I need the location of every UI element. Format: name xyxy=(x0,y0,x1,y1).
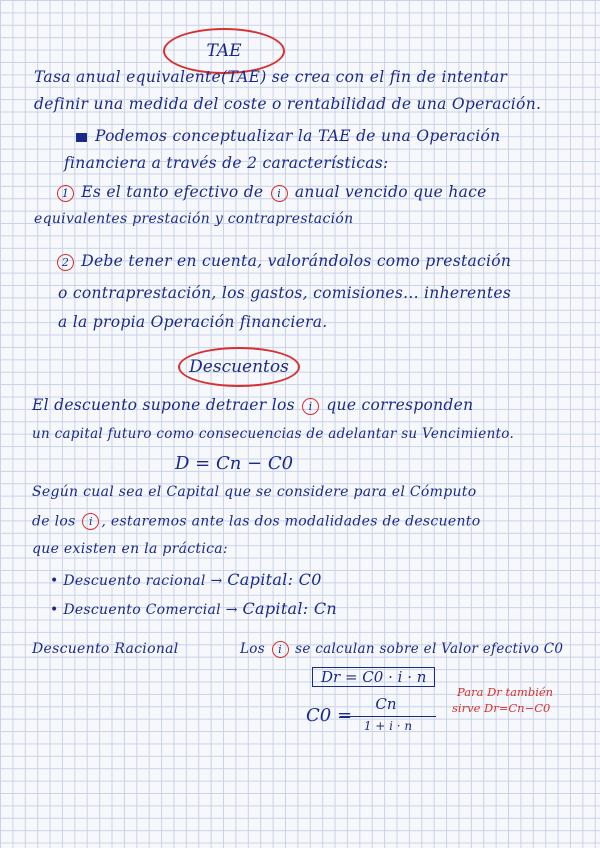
red-note-line-2: sirve Dr=Cn−C0 xyxy=(452,701,551,715)
number-2-marker: 2 xyxy=(57,254,74,271)
fraction-lhs: C0 = xyxy=(306,705,353,726)
item-2-line-1 xyxy=(55,252,511,271)
formula-descuento: D = Cn − C0 xyxy=(175,453,294,474)
modalidad-comercial-capital: Capital: Cn xyxy=(242,599,338,618)
segun-line-2 xyxy=(32,513,480,530)
fraction-bar xyxy=(340,716,436,717)
circled-i-marker: i xyxy=(271,185,288,202)
item-1-line-2: equivalentes prestación y contraprestación xyxy=(34,211,354,227)
podemos-text-1: Podemos conceptualizar la TAE de una Operación xyxy=(95,127,501,145)
intro-line-2: definir una medida del coste o rentabilidad de una Operación. xyxy=(34,95,542,113)
modalidad-comercial-name: Descuento Comercial xyxy=(63,602,221,618)
intro-line-1: Tasa anual equivalente(TAE) se crea con el fin de intentar xyxy=(34,68,508,86)
item-2-line-2: o contraprestación, los gastos, comisiones... inherentes xyxy=(58,284,512,302)
descuento-line-2: un capital futuro como consecuencias de adelantar su Vencimiento. xyxy=(32,426,515,442)
formula-dr: Dr = C0 · i · n xyxy=(312,667,435,687)
circled-i-marker: i xyxy=(302,398,319,415)
descuentos-oval xyxy=(178,347,300,387)
podemos-line-1 xyxy=(76,127,500,145)
square-bullet-icon xyxy=(76,133,87,142)
item-1-text-post: anual vencido que hace xyxy=(294,183,487,201)
segun-text-post: , estaremos ante las dos modalidades de descuento xyxy=(101,513,481,530)
arrow-right-icon: → xyxy=(225,602,238,618)
racional-text-pre: Los xyxy=(240,641,265,657)
formula-dr-boxed xyxy=(312,668,435,686)
red-note-line-1: Para Dr también xyxy=(457,685,554,699)
fraction-numerator: Cn xyxy=(375,695,397,713)
segun-line-1: Según cual sea el Capital que se considere para el Cómputo xyxy=(32,484,477,500)
racional-text xyxy=(240,641,563,658)
formula-c0-fraction xyxy=(306,695,446,741)
descuento-line-1 xyxy=(32,396,473,415)
descuento-text-pre: El descuento supone detraer los xyxy=(32,396,295,414)
number-1-marker: 1 xyxy=(57,185,74,202)
segun-text-pre: de los xyxy=(32,513,76,530)
modalidad-racional-capital: Capital: C0 xyxy=(227,570,322,589)
arrow-right-icon: → xyxy=(210,573,223,589)
modalidad-comercial: • Descuento Comercial → Capital: Cn xyxy=(50,599,338,618)
descuentos-heading: Descuentos xyxy=(189,357,289,377)
item-2-text-1: Debe tener en cuenta, valorándolos como prestación xyxy=(81,252,512,270)
racional-text-post: se calculan sobre el Valor efectivo C0 xyxy=(295,641,564,657)
racional-heading: Descuento Racional xyxy=(32,641,179,657)
modalidad-racional: • Descuento racional → Capital: C0 xyxy=(50,570,322,589)
circled-i-marker: i xyxy=(82,513,99,530)
item-2-line-3: a la propia Operación financiera. xyxy=(58,313,328,331)
modalidad-racional-name: Descuento racional xyxy=(63,573,206,589)
item-1-text-pre: Es el tanto efectivo de xyxy=(81,183,264,201)
fraction-denominator: 1 + i · n xyxy=(363,719,413,733)
descuento-text-post: que corresponden xyxy=(326,396,474,414)
page-title: TAE xyxy=(206,41,242,61)
podemos-line-2: financiera a través de 2 características: xyxy=(64,154,389,172)
circled-i-marker: i xyxy=(272,641,289,658)
segun-line-3: que existen en la práctica: xyxy=(32,541,228,557)
item-1-line-1 xyxy=(55,183,487,202)
